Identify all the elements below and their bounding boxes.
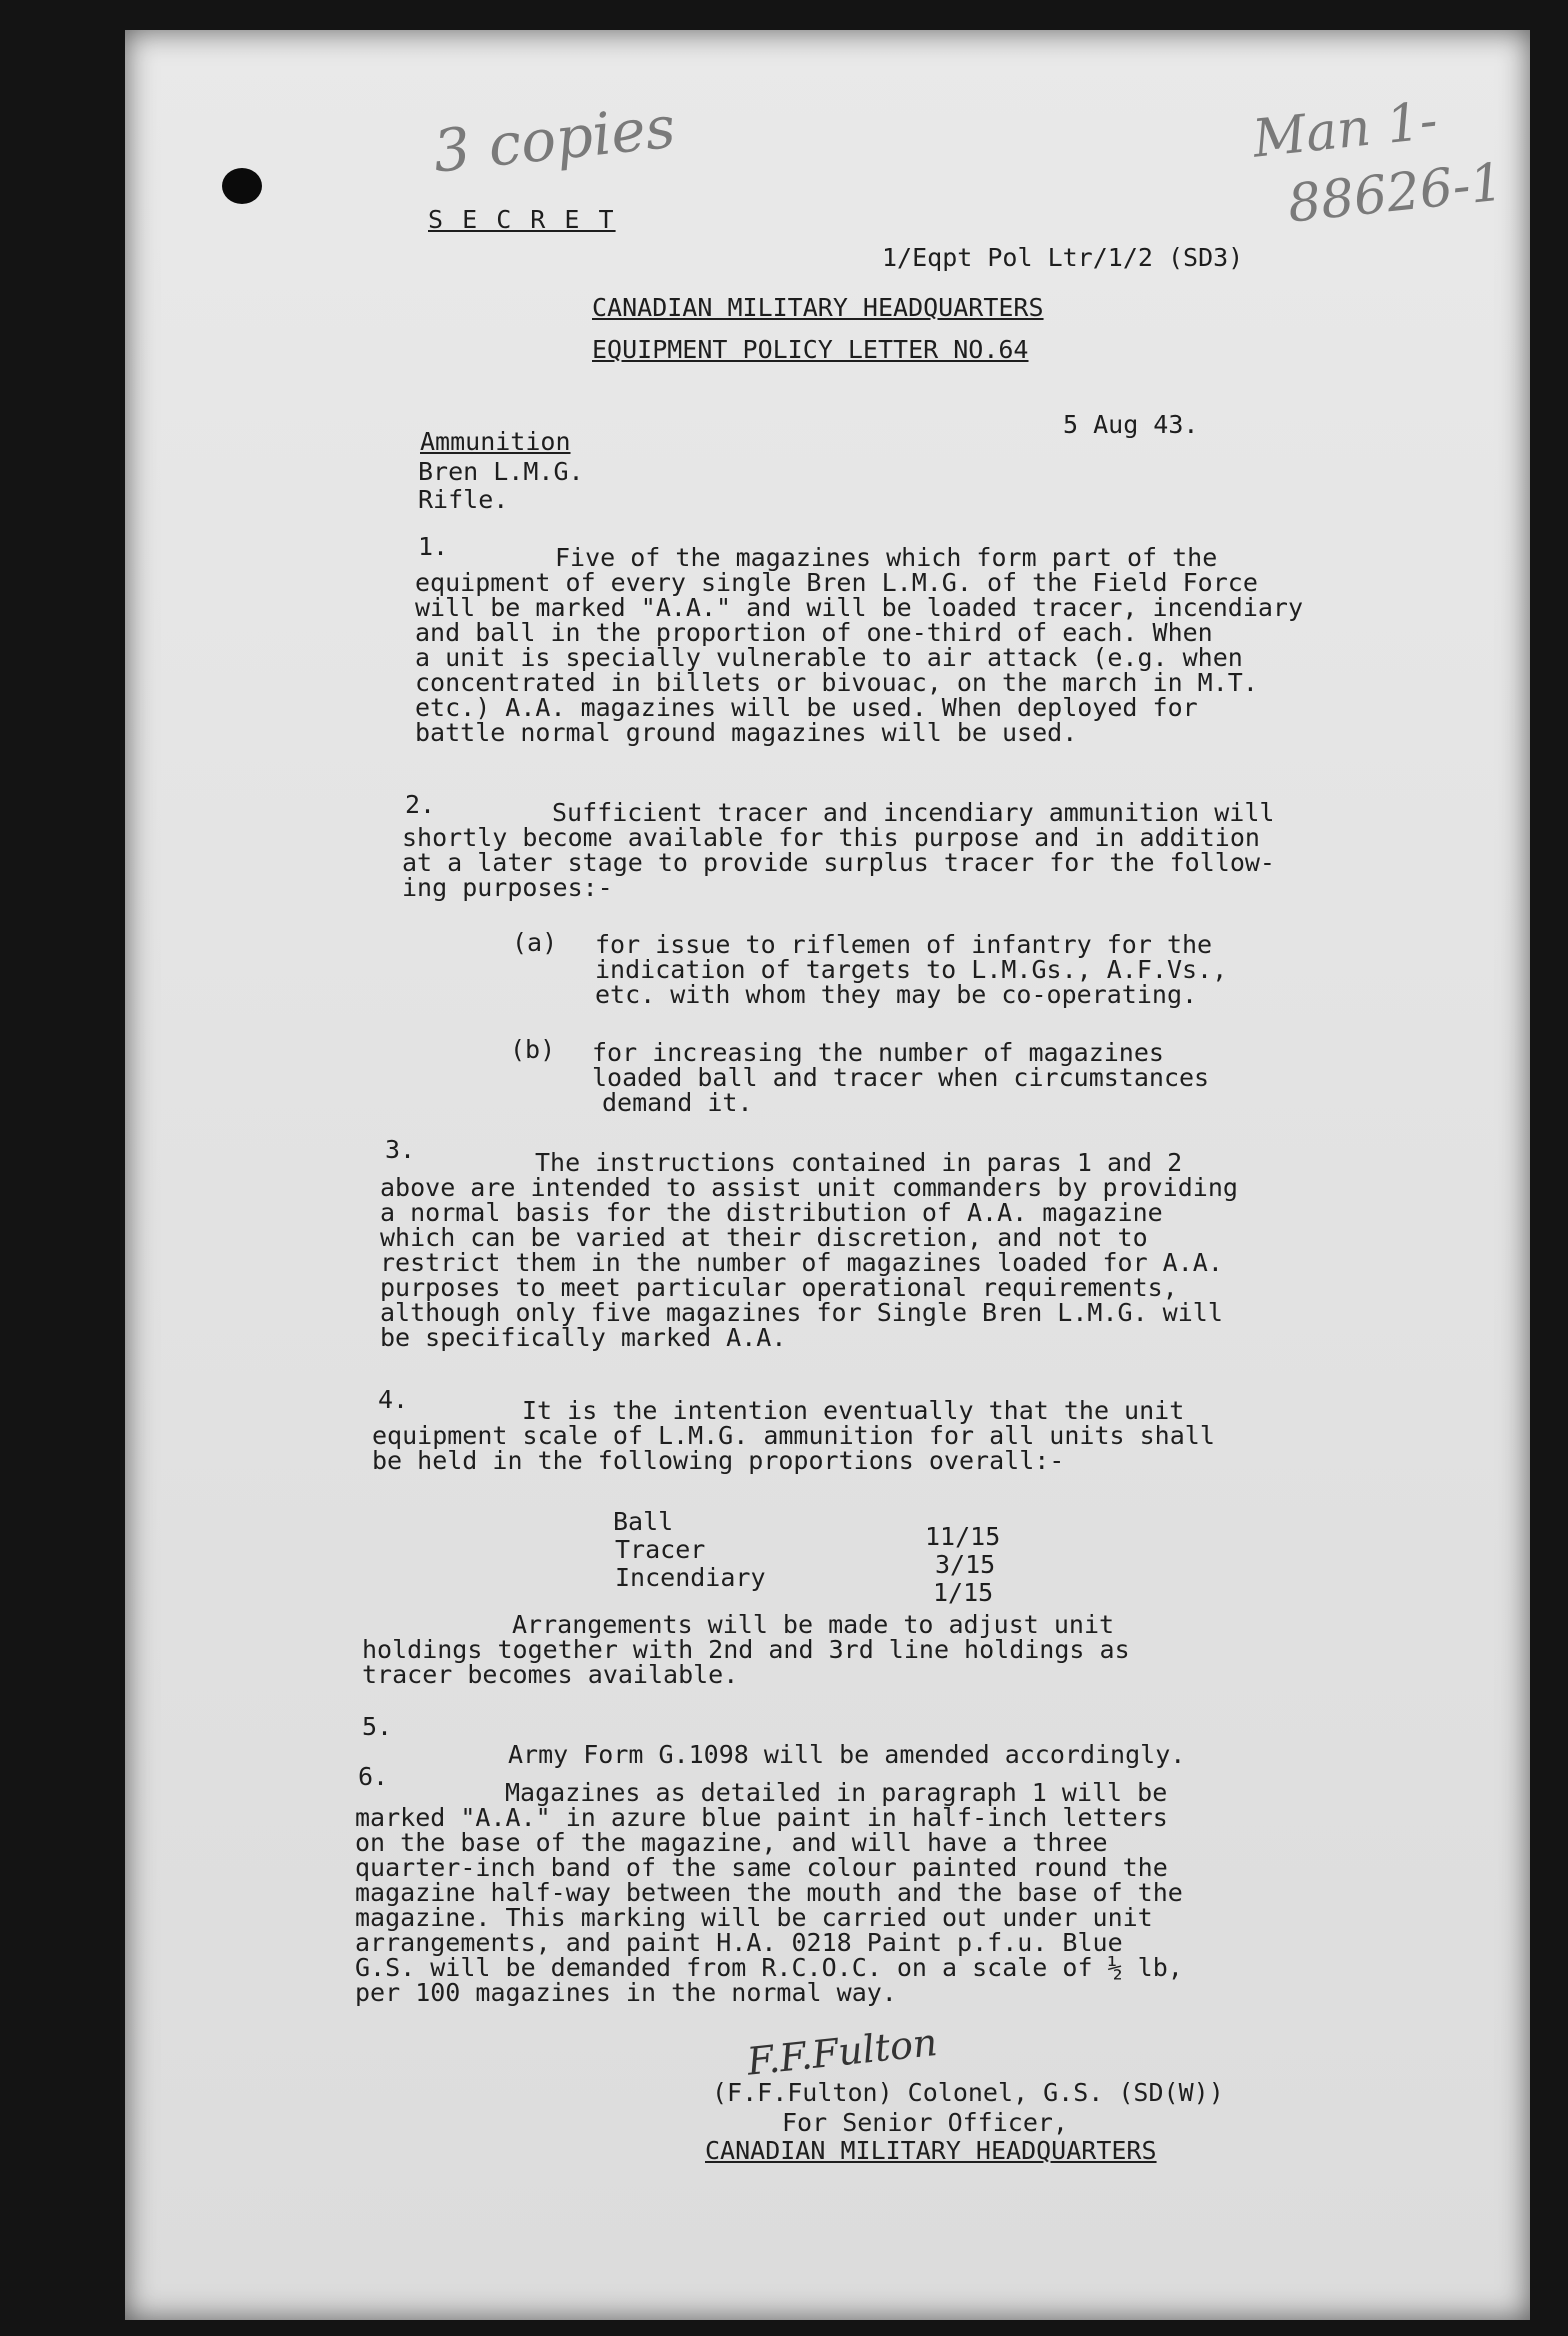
subject-line-2: Bren L.M.G. (418, 457, 584, 486)
subject-heading: Ammunition (420, 427, 571, 456)
item-b (592, 1040, 1209, 1115)
para-1 (415, 545, 1303, 745)
proportion-ball-value: 11/15 (925, 1522, 1001, 1551)
item-a-line: indication of targets to L.M.Gs., A.F.Vs., (595, 955, 1228, 984)
signatory-capacity: For Senior Officer, (782, 2108, 1068, 2137)
subject-line-3: Rifle. (418, 485, 509, 514)
para-4 (372, 1398, 1215, 1473)
para-1-line: Five of the magazines which form part of the (555, 543, 1218, 572)
para-3 (380, 1150, 1238, 1350)
para-6-line: Magazines as detailed in paragraph 1 will be (505, 1778, 1168, 1807)
signatory-name: (F.F.Fulton) Colonel, G.S. (SD(W)) (712, 2078, 1224, 2107)
para-3-line: a normal basis for the distribution of A.A. magazine (380, 1198, 1163, 1227)
classification-marking: S E C R E T (428, 205, 616, 234)
para-4-continued (362, 1612, 1130, 1687)
para-2-line: at a later stage to provide surplus tracer for the follow- (402, 848, 1275, 877)
para-2-line: ing purposes:- (402, 873, 613, 902)
signatory-org: CANADIAN MILITARY HEADQUARTERS (705, 2136, 1157, 2165)
reference-number: 1/Eqpt Pol Ltr/1/2 (SD3) (882, 243, 1244, 272)
para-2-line: Sufficient tracer and incendiary ammunition will (552, 798, 1275, 827)
para-3-line: be specifically marked A.A. (380, 1323, 787, 1352)
item-b-line: loaded ball and tracer when circumstances (592, 1063, 1210, 1092)
para-6 (355, 1780, 1183, 2005)
para-6-line: on the base of the magazine, and will have a three (355, 1828, 1108, 1857)
para-4-line: equipment scale of L.M.G. ammunition for all units shall (372, 1421, 1215, 1450)
item-b-line: demand it. (602, 1088, 753, 1117)
para-6-line: G.S. will be demanded from R.C.O.C. on a scale of ½ lb, (355, 1953, 1183, 1982)
para-1-line: and ball in the proportion of one-third of each. When (415, 618, 1213, 647)
para-1-line: a unit is specially vulnerable to air attack (e.g. when (415, 643, 1243, 672)
para-6-line: marked "A.A." in azure blue paint in half-inch letters (355, 1803, 1168, 1832)
proportion-tracer-value: 3/15 (935, 1550, 996, 1579)
handwritten-file-ref-2: 88626-1 (1285, 152, 1507, 235)
para-4-after-line: Arrangements will be made to adjust unit (512, 1610, 1115, 1639)
para-6-line: arrangements, and paint H.A. 0218 Paint p.f.u. Blue (355, 1928, 1123, 1957)
para-4-line: It is the intention eventually that the unit (522, 1396, 1185, 1425)
para-5-text: Army Form G.1098 will be amended accordingly. (508, 1740, 1186, 1769)
para-6-number: 6. (358, 1762, 389, 1791)
item-a-line: for issue to riflemen of infantry for the (595, 930, 1213, 959)
org-heading: CANADIAN MILITARY HEADQUARTERS (592, 293, 1044, 322)
handwritten-copies-note: 3 copies (430, 92, 679, 186)
proportion-incendiary-value: 1/15 (933, 1578, 994, 1607)
para-1-line: equipment of every single Bren L.M.G. of the Field Force (415, 568, 1258, 597)
para-3-line: although only five magazines for Single Bren L.M.G. will (380, 1298, 1223, 1327)
para-1-line: will be marked "A.A." and will be loaded tracer, incendiary (415, 593, 1304, 622)
para-2-number: 2. (405, 790, 436, 819)
letter-title: EQUIPMENT POLICY LETTER NO.64 (592, 335, 1029, 364)
para-2 (402, 800, 1275, 900)
para-3-line: The instructions contained in paras 1 and 2 (535, 1148, 1183, 1177)
punch-hole (222, 168, 262, 204)
para-3-line: which can be varied at their discretion, and not to (380, 1223, 1148, 1252)
handwritten-signature: F.F.Fulton (745, 2020, 940, 2084)
item-b-line: for increasing the number of magazines (592, 1038, 1164, 1067)
para-6-line: magazine. This marking will be carried out under unit (355, 1903, 1153, 1932)
item-a-line: etc. with whom they may be co-operating. (595, 980, 1198, 1009)
para-3-line: restrict them in the number of magazines loaded for A.A. (380, 1248, 1223, 1277)
para-6-line: quarter-inch band of the same colour painted round the (355, 1853, 1168, 1882)
item-a (595, 932, 1227, 1007)
para-4-after-line: holdings together with 2nd and 3rd line holdings as (362, 1635, 1130, 1664)
para-4-after-line: tracer becomes available. (362, 1660, 739, 1689)
letter-date: 5 Aug 43. (1063, 410, 1199, 439)
proportion-tracer-label: Tracer (615, 1535, 706, 1564)
para-3-line: above are intended to assist unit commanders by providing (380, 1173, 1238, 1202)
para-4-number: 4. (378, 1385, 409, 1414)
para-1-line: etc.) A.A. magazines will be used. When deployed for (415, 693, 1198, 722)
para-6-line: per 100 magazines in the normal way. (355, 1978, 897, 2007)
item-a-label: (a) (512, 928, 558, 957)
para-3-line: purposes to meet particular operational requirements, (380, 1273, 1178, 1302)
handwritten-file-ref-1: Man 1- (1250, 90, 1441, 170)
item-b-label: (b) (510, 1035, 556, 1064)
para-1-line: concentrated in billets or bivouac, on the march in M.T. (415, 668, 1258, 697)
para-1-line: battle normal ground magazines will be used. (415, 718, 1078, 747)
para-1-number: 1. (418, 532, 449, 561)
proportion-incendiary-label: Incendiary (615, 1563, 766, 1592)
para-2-line: shortly become available for this purpose and in addition (402, 823, 1260, 852)
para-4-line: be held in the following proportions overall:- (372, 1446, 1065, 1475)
para-6-line: magazine half-way between the mouth and the base of the (355, 1878, 1183, 1907)
para-5-number: 5. (362, 1712, 393, 1741)
para-3-number: 3. (385, 1135, 416, 1164)
proportion-ball-label: Ball (613, 1507, 674, 1536)
